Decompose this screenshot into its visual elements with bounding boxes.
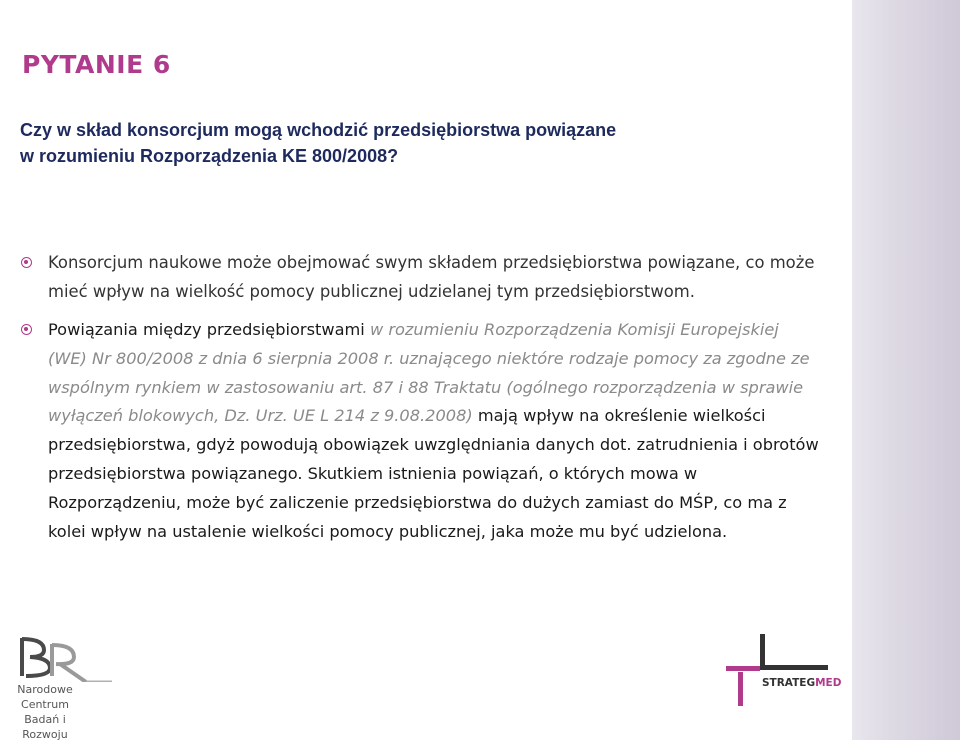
regulation-citation: w rozumieniu Rozporządzenia Komisji Europejskiej (WE) Nr 800/2008 z dnia 6 sierpnia 2008 r. uznającego niektóre rodzaje pomocy za zgodne ze wspólnym rynkiem w zastosowaniu art. 87 i 88 Traktatu (ogólnego rozporządzenia w sprawie wyłączeń blokowych, Dz. Urz. UE L 214 z 9.08.2008) <box>48 320 810 426</box>
bullet-item <box>20 248 820 306</box>
strategmed-wordmark <box>762 677 841 689</box>
ncbr-logo <box>0 630 130 741</box>
bullet-icon <box>21 257 32 268</box>
bullet-text: Konsorcjum naukowe może obejmować swym składem przedsiębiorstwa powiązane, co może mieć wpływ na wielkość pomocy publicznej udzielanej tym przedsiębiorstwom. <box>48 253 815 301</box>
bullet-list <box>20 248 820 546</box>
question-line-2: w rozumieniu Rozporządzenia KE 800/2008? <box>20 146 399 166</box>
question <box>20 117 780 169</box>
strategmed-strateg: STRATEG <box>762 677 816 689</box>
ncbr-br-icon <box>0 630 130 682</box>
ncbr-logo-text <box>0 682 90 742</box>
bullet-rest-text: mają wpływ na określenie wielkości przedsiębiorstwa, gdyż powodują obowiązek uwzględniania danych dot. zatrudnienia i obrotów przedsiębiorstwa powiązanego. Skutkiem istnienia powiązań, o których mowa w Rozporządzeniu, może być zaliczenie przedsiębiorstwa do dużych zamiast do MŚP, co ma z kolei wpływ na ustalenie wielkości pomocy publicznej, jaka może mu być udzielona. <box>48 406 819 541</box>
question-line-1: Czy w skład konsorcjum mogą wchodzić przedsiębiorstwa powiązane <box>20 120 617 140</box>
strategmed-med: MED <box>815 677 842 689</box>
ncbr-line-2: Badań i Rozwoju <box>22 713 68 741</box>
strategmed-logo <box>722 632 842 708</box>
bullet-icon <box>21 324 32 335</box>
bullet-item <box>20 316 820 546</box>
decorative-side-band <box>852 0 960 740</box>
ncbr-line-1: Narodowe Centrum <box>17 683 73 711</box>
slide-title: PYTANIE 6 <box>22 50 171 79</box>
strategmed-cross-icon <box>722 632 834 708</box>
bullet-lead-text: Powiązania między przedsiębiorstwami <box>48 320 365 339</box>
